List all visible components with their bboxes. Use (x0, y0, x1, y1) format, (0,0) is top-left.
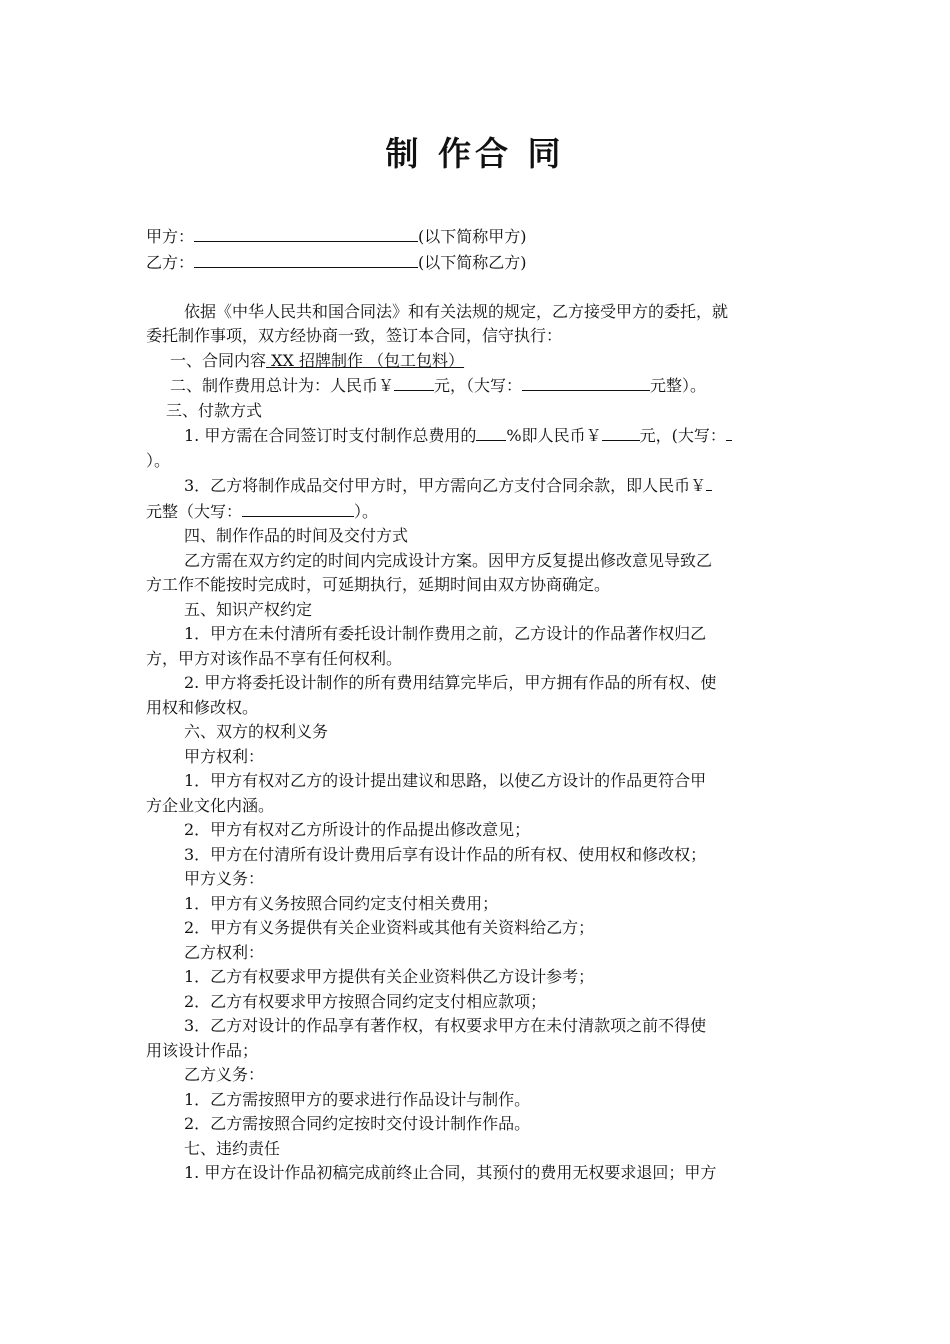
spacer (146, 275, 808, 300)
deposit-blank (602, 423, 640, 441)
party-a-line (146, 224, 808, 250)
section-1-line (146, 349, 808, 374)
section-2-prefix: 二、制作费用总计为：人民币￥ (170, 376, 395, 395)
payment-item-3-end: ）。 (354, 501, 379, 521)
party-b-suffix: (以下简称乙方) (418, 252, 527, 272)
party-a-right-3: 3．甲方在付清所有设计费用后享有设计作品的所有权、使用权和修改权； (184, 844, 707, 864)
party-b-right-3-a: 3．乙方对设计的作品享有著作权，有权要求甲方在未付清款项之前不得使 (184, 1016, 707, 1035)
payment-item-1-c: 元，(大写： (639, 426, 726, 445)
section-1-value: XX 招牌制作 （包工包料） (266, 350, 465, 370)
payment-item-1 (146, 423, 808, 449)
ip-item-1-b: 方，甲方对该作品不享有任何权利。 (146, 648, 403, 668)
ip-item-2-b: 用权和修改权。 (146, 697, 259, 717)
party-a-blank (194, 224, 418, 242)
party-b-duty-2: 2．乙方需按照合同约定按时交付设计制作作品。 (184, 1114, 531, 1133)
party-b-right-2: 2．乙方有权要求甲方按照合同约定支付相应款项； (184, 991, 547, 1011)
party-b-line (146, 250, 808, 276)
balance-blank (706, 473, 712, 491)
section-4-para-1: 乙方需在双方约定的时间内完成设计方案。因甲方反复提出修改意见导致乙 (184, 550, 713, 570)
party-b-right-1: 1．乙方有权要求甲方提供有关企业资料供乙方设计参考； (184, 967, 595, 986)
payment-item-3 (146, 473, 808, 499)
section-2-mid: 元，（大写： (434, 376, 523, 395)
payment-item-1-b: %即人民币￥ (506, 426, 602, 445)
party-a-duty-heading: 甲方义务： (184, 869, 265, 888)
payment-item-3-a: 3．乙方将制作成品交付甲方时，甲方需向乙方支付合同余款，即人民币￥ (184, 476, 707, 495)
section-2-line (146, 373, 808, 399)
document-title: 制 作合 同 (385, 134, 565, 173)
payment-item-1-a: 1. 甲方需在合同签订时支付制作总费用的 (184, 426, 477, 445)
deposit-words-blank (726, 423, 732, 441)
party-a-right-1-a: 1．甲方有权对乙方的设计提出建议和思路，以使乙方设计的作品更符合甲 (184, 771, 707, 790)
party-a-suffix: (以下简称甲方) (418, 227, 527, 246)
payment-item-3-cont (146, 499, 808, 525)
section-5-heading: 五、知识产权约定 (184, 599, 313, 619)
party-a-rights-heading: 甲方权利： (184, 746, 265, 766)
section-1-prefix: 一、合同内容 (170, 350, 267, 370)
party-b-duty-heading: 乙方义务： (184, 1065, 265, 1084)
section-4-para-2: 方工作不能按时完成时，可延期执行，延期时间由双方协商确定。 (146, 575, 611, 594)
ip-item-2-a: 2. 甲方将委托设计制作的所有费用结算完毕后，甲方拥有作品的所有权、使 (184, 673, 717, 692)
party-b-blank (194, 250, 418, 268)
amount-words-blank (522, 373, 650, 391)
intro-line-1: 依据《中华人民共和国合同法》和有关法规的规定，乙方接受甲方的委托，就 (184, 301, 729, 321)
party-b-rights-heading: 乙方权利： (184, 942, 265, 962)
party-a-duty-1: 1．甲方有义务按照合同约定支付相关费用； (184, 893, 499, 913)
party-a-right-2: 2．甲方有权对乙方所设计的作品提出修改意见； (184, 820, 531, 839)
section-4-heading: 四、制作作品的时间及交付方式 (184, 526, 409, 545)
breach-item-1: 1. 甲方在设计作品初稿完成前终止合同，其预付的费用无权要求退回；甲方 (184, 1163, 717, 1182)
payment-item-1-end: ）。 (146, 450, 171, 470)
section-6-heading: 六、双方的权利义务 (184, 722, 329, 741)
party-b-label: 乙方： (146, 252, 195, 272)
ip-item-1-a: 1．甲方在未付清所有委托设计制作费用之前，乙方设计的作品著作权归乙 (184, 624, 707, 643)
section-7-heading: 七、违约责任 (184, 1138, 281, 1158)
document-body (146, 224, 808, 1186)
party-b-right-3-b: 用该设计作品； (146, 1040, 259, 1060)
intro-line-2: 委托制作事项，双方经协商一致，签订本合同，信守执行： (146, 326, 563, 345)
party-a-duty-2: 2．甲方有义务提供有关企业资料或其他有关资料给乙方； (184, 918, 595, 937)
section-2-suffix: 元整）。 (650, 376, 707, 395)
party-a-label: 甲方： (146, 227, 195, 246)
amount-blank (394, 373, 434, 391)
balance-words-blank (242, 499, 354, 517)
percent-blank (476, 423, 506, 441)
payment-item-3-b: 元整（大写： (146, 501, 243, 521)
party-a-right-1-b: 方企业文化内涵。 (146, 795, 275, 815)
party-b-duty-1: 1．乙方需按照甲方的要求进行作品设计与制作。 (184, 1089, 531, 1109)
section-3-heading: 三、付款方式 (166, 400, 263, 420)
